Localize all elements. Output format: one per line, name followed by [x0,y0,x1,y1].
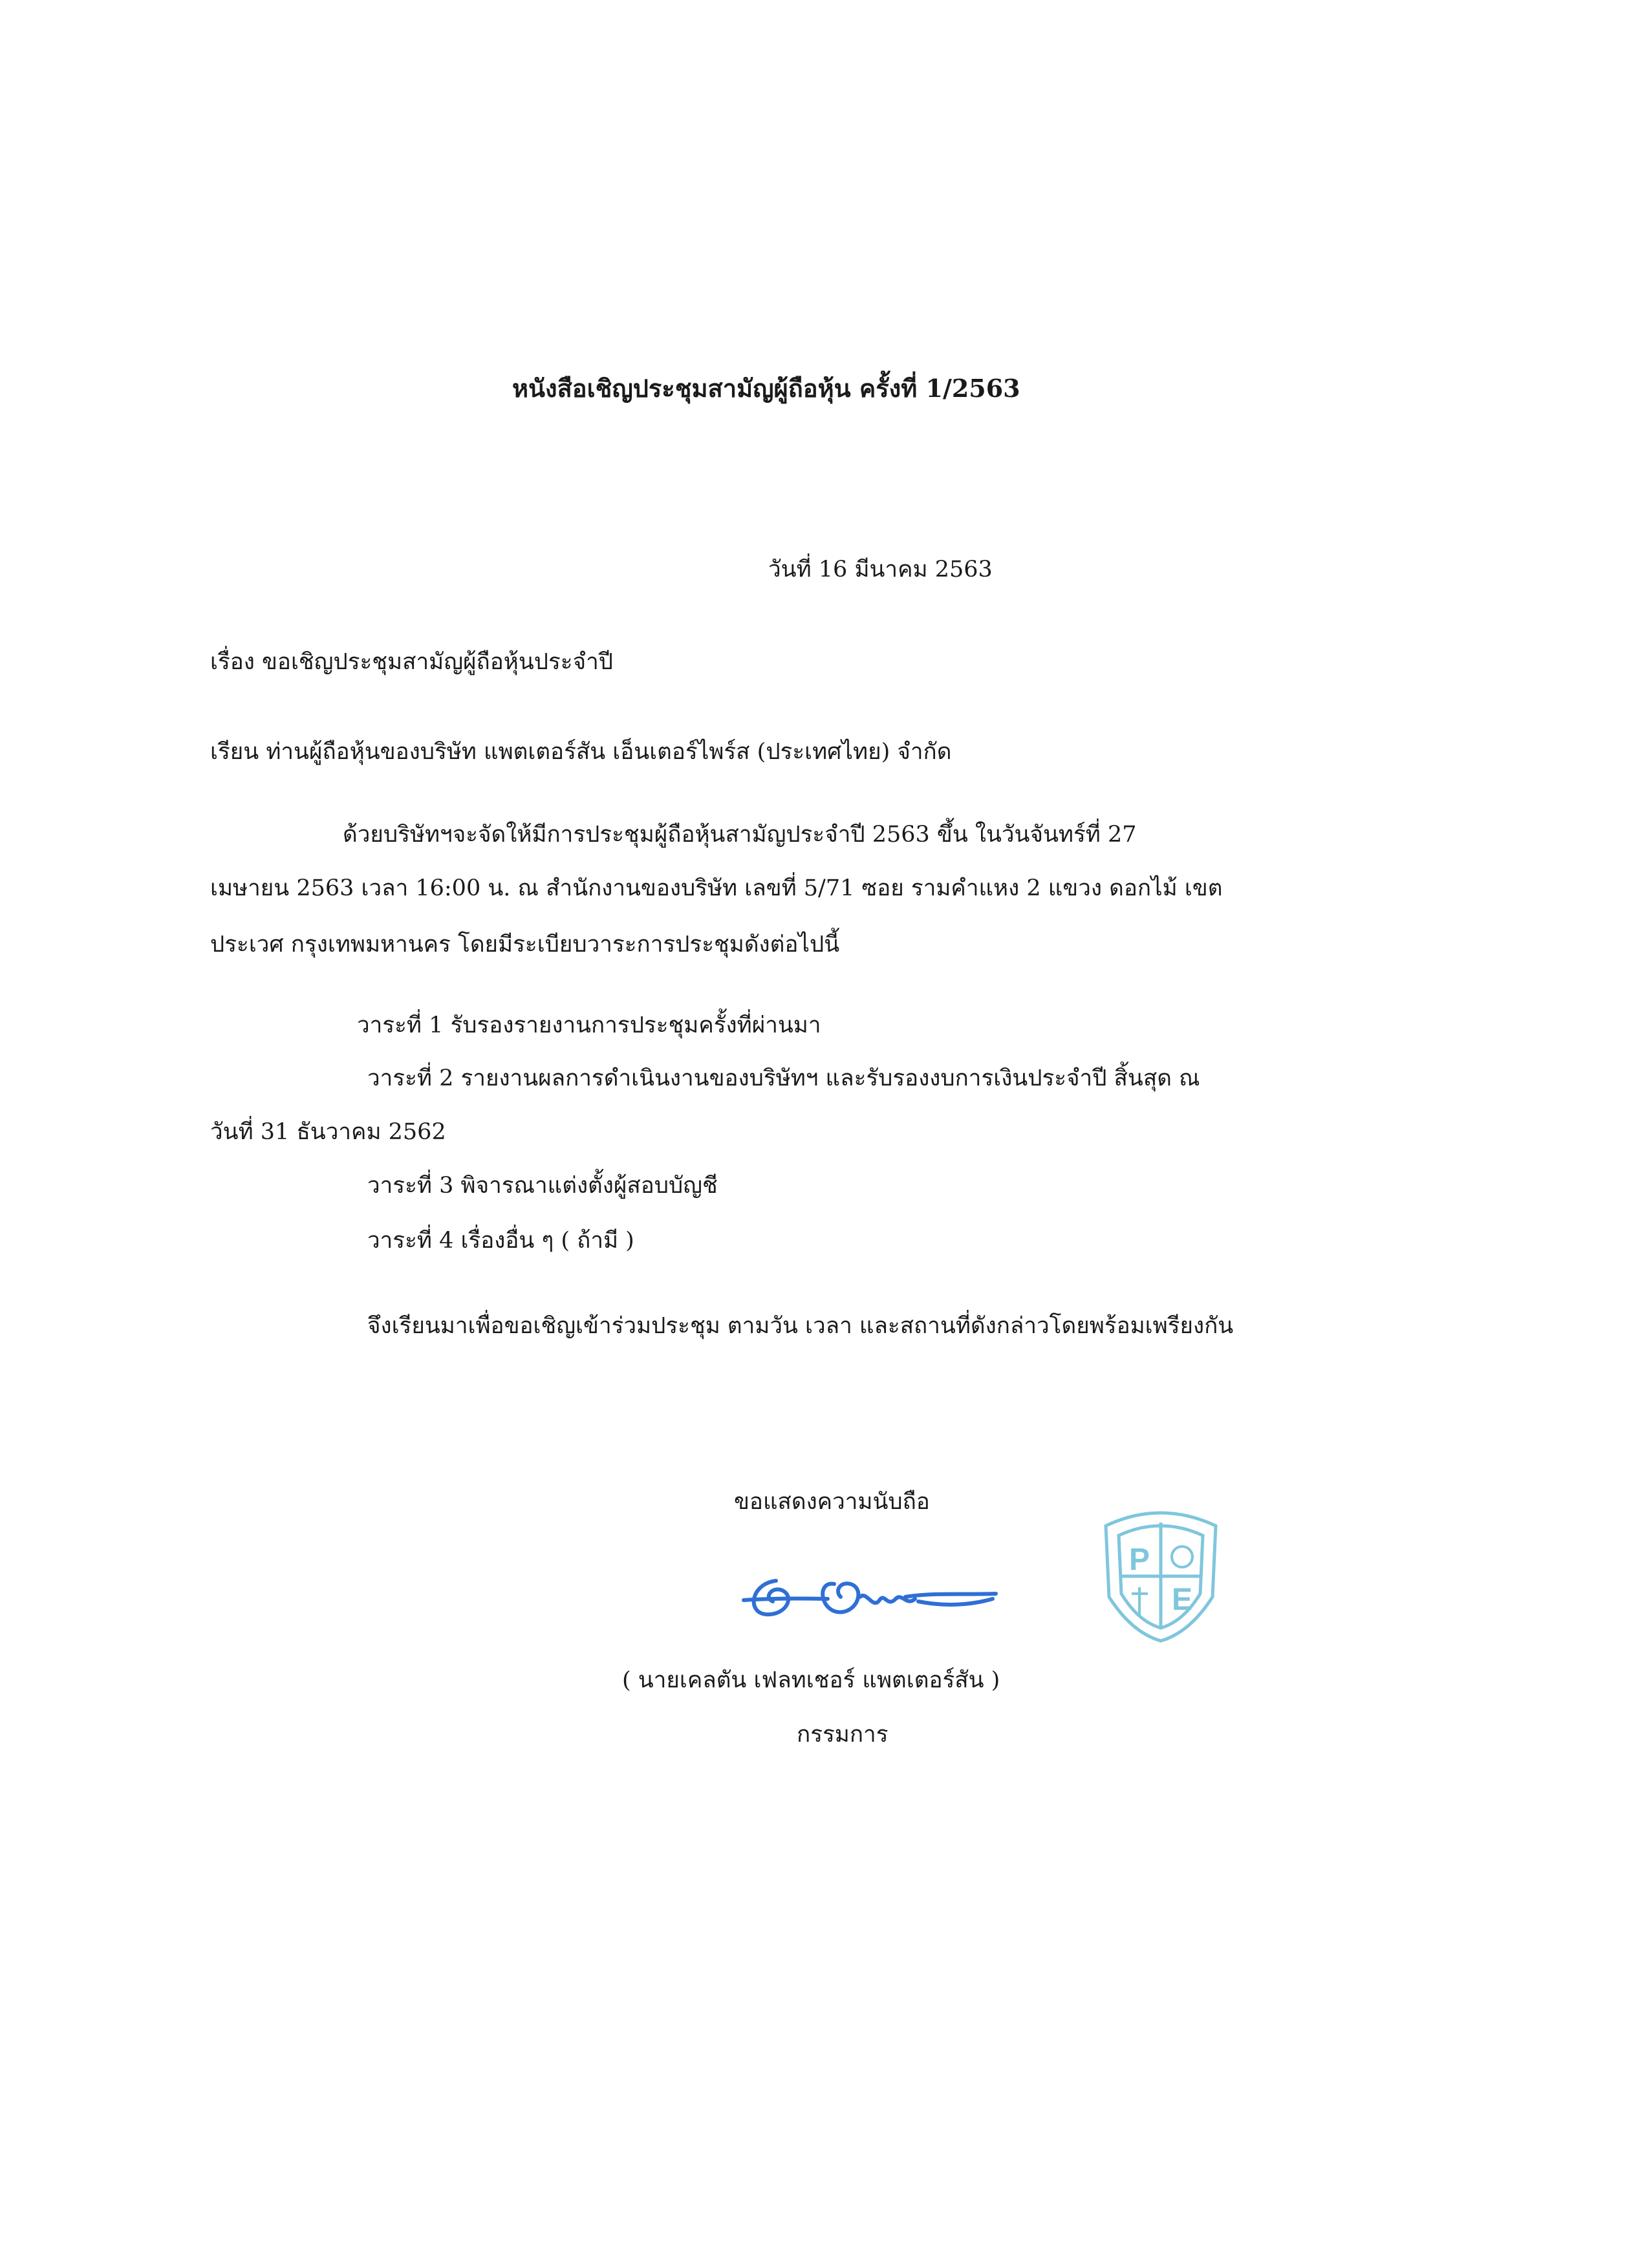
agenda-item-3: วาระที่ 3 พิจารณาแต่งตั้งผู้สอบบัญชี [367,1173,718,1199]
agenda-item-4: วาระที่ 4 เรื่องอื่น ๆ ( ถ้ามี ) [367,1228,634,1254]
agenda-item-2-continued: วันที่ 31 ธันวาคม 2562 [210,1119,446,1145]
document-date: วันที่ 16 มีนาคม 2563 [768,557,993,583]
subject-line: เรื่อง ขอเชิญประชุมสามัญผู้ถือหุ้นประจำปี [210,649,613,675]
body-line-2: เมษายน 2563 เวลา 16:00 น. ณ สำนักงานของบริษัท เลขที่ 5/71 ซอย รามคำแหง 2 แขวง ดอกไม้ เขต [210,875,1223,901]
agenda-item-1: วาระที่ 1 รับรองรายงานการประชุมครั้งที่ผ่านมา [357,1012,821,1038]
closing-statement: จึงเรียนมาเพื่อขอเชิญเข้าร่วมประชุม ตามวัน เวลา และสถานที่ดังกล่าวโดยพร้อมเพรียงกัน [367,1313,1234,1339]
recipient-line: เรียน ท่านผู้ถือหุ้นของบริษัท แพตเตอร์สัน เอ็นเตอร์ไพร์ส (ประเทศไทย) จำกัด [210,739,952,765]
document-title: หนังสือเชิญประชุมสามัญผู้ถือหุ้น ครั้งที่ 1/2563 [512,374,1020,403]
regards-line: ขอแสดงความนับถือ [734,1489,930,1515]
company-stamp [1093,1500,1229,1645]
stamp-letter-p: P [1128,1543,1150,1577]
stamp-letter-e: E [1171,1583,1193,1617]
handwritten-signature [737,1561,1009,1632]
agenda-item-2: วาระที่ 2 รายงานผลการดำเนินงานของบริษัทฯ และรับรองงบการเงินประจำปี สิ้นสุด ณ [367,1065,1200,1091]
body-line-1: ด้วยบริษัทฯจะจัดให้มีการประชุมผู้ถือหุ้นสามัญประจำปี 2563 ขึ้น ในวันจันทร์ที่ 27 [343,822,1137,848]
body-line-3: ประเวศ กรุงเทพมหานคร โดยมีระเบียบวาระการประชุมดังต่อไปนี้ [210,932,840,957]
signer-title: กรรมการ [797,1722,889,1748]
signer-name: ( นายเคลตัน เฟลทเชอร์ แพตเตอร์สัน ) [622,1667,1000,1693]
